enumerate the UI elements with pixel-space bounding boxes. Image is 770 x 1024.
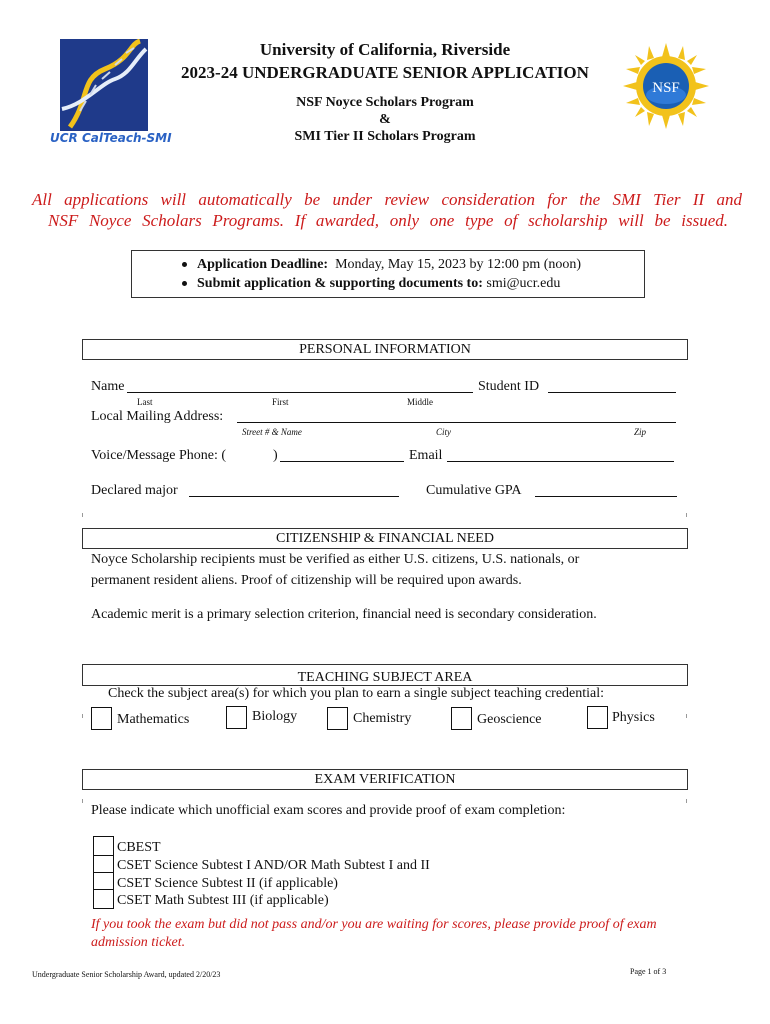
bullet-icon [182,262,187,267]
exam-item-cset-science-1: CSET Science Subtest I AND/OR Math Subtest I and II [117,858,430,873]
student-id-field[interactable] [548,379,676,393]
subject-chemistry-label: Chemistry [353,711,412,726]
exam-item-cset-math-3: CSET Math Subtest III (if applicable) [117,893,329,908]
exam-item-cset-science-2: CSET Science Subtest II (if applicable) [117,876,338,891]
name-label: Name [91,379,125,394]
nsf-logo-text: NSF [652,80,680,96]
citizenship-para-line-1: Noyce Scholarship recipients must be verified as either U.S. citizens, U.S. nationals, or [91,552,580,567]
submit-email[interactable]: smi@ucr.edu [486,276,561,291]
teaching-instruction: Check the subject area(s) for which you plan to earn a single subject teaching credential: [108,686,605,701]
deadline-label: Application Deadline: [197,257,329,272]
exam-verification-heading: EXAM VERIFICATION [82,769,688,790]
email-label: Email [409,448,443,463]
institution-title: University of California, Riverside [259,40,511,59]
checkbox-physics[interactable] [587,706,608,729]
subject-physics-label: Physics [612,710,655,725]
exam-instruction: Please indicate which unofficial exam scores and provide proof of exam completion: [91,803,566,818]
application-title: 2023-24 UNDERGRADUATE SENIOR APPLICATION [181,63,589,82]
review-notice-line-2: NSF Noyce Scholars Programs. If awarded, only one type of scholarship will be issued. [48,211,728,230]
program-noyce: NSF Noyce Scholars Program [296,95,474,110]
email-field[interactable] [447,448,674,462]
checkbox-geoscience[interactable] [451,707,472,730]
checkbox-mathematics[interactable] [91,707,112,730]
subject-geoscience-label: Geoscience [477,712,542,727]
citizenship-heading: CITIZENSHIP & FINANCIAL NEED [82,528,688,549]
checkbox-cbest[interactable] [93,836,114,857]
gpa-field[interactable] [535,483,677,497]
bullet-icon [182,281,187,286]
major-label: Declared major [91,483,178,498]
name-sub-last: Last [137,397,153,407]
exam-item-cbest: CBEST [117,840,161,855]
merit-statement: Academic merit is a primary selection criterion, financial need is secondary consideration. [91,607,597,622]
exam-note-line-1: If you took the exam but did not pass and/or you are waiting for scores, please provide proof of exam [91,917,657,932]
subject-mathematics-label: Mathematics [117,712,190,727]
logo-caption: UCR CalTeach-SMI [50,131,172,145]
program-smi: SMI Tier II Scholars Program [294,129,476,144]
checkbox-cset-math-3[interactable] [93,889,114,909]
address-field[interactable] [237,409,676,423]
address-sub-zip: Zip [634,427,647,437]
phone-paren: ) [273,448,278,463]
name-sub-middle: Middle [407,397,433,407]
checkbox-biology[interactable] [226,706,247,729]
deadline-box [131,250,645,298]
page-number: Page 1 of 3 [630,967,667,976]
submit-label: Submit application & supporting documents to: [197,276,483,291]
phone-field[interactable] [280,448,404,462]
footer-document-info: Undergraduate Senior Scholarship Award, updated 2/20/23 [32,970,221,979]
citizenship-para-line-2: permanent resident aliens. Proof of citizenship will be required upon awards. [91,573,522,588]
student-id-label: Student ID [478,379,540,394]
address-sub-street: Street # & Name [242,427,302,437]
submit-row [182,276,560,292]
review-notice-line-1: All applications will automatically be under review consideration for the SMI Tier II and [32,190,742,209]
address-sub-city: City [436,427,451,437]
teaching-subject-heading: TEACHING SUBJECT AREA [82,664,688,686]
deadline-value: Monday, May 15, 2023 by 12:00 pm (noon) [335,257,582,272]
address-label: Local Mailing Address: [91,409,224,424]
name-sub-first: First [272,397,289,407]
phone-label: Voice/Message Phone: ( [91,448,227,463]
deadline-row [182,257,581,273]
checkbox-chemistry[interactable] [327,707,348,730]
personal-info-heading: PERSONAL INFORMATION [82,339,688,360]
subject-biology-label: Biology [252,709,298,724]
program-ampersand: & [379,112,391,127]
major-field[interactable] [189,483,399,497]
name-field[interactable] [127,379,473,393]
exam-note-line-2: admission ticket. [91,935,186,950]
gpa-label: Cumulative GPA [426,483,522,498]
